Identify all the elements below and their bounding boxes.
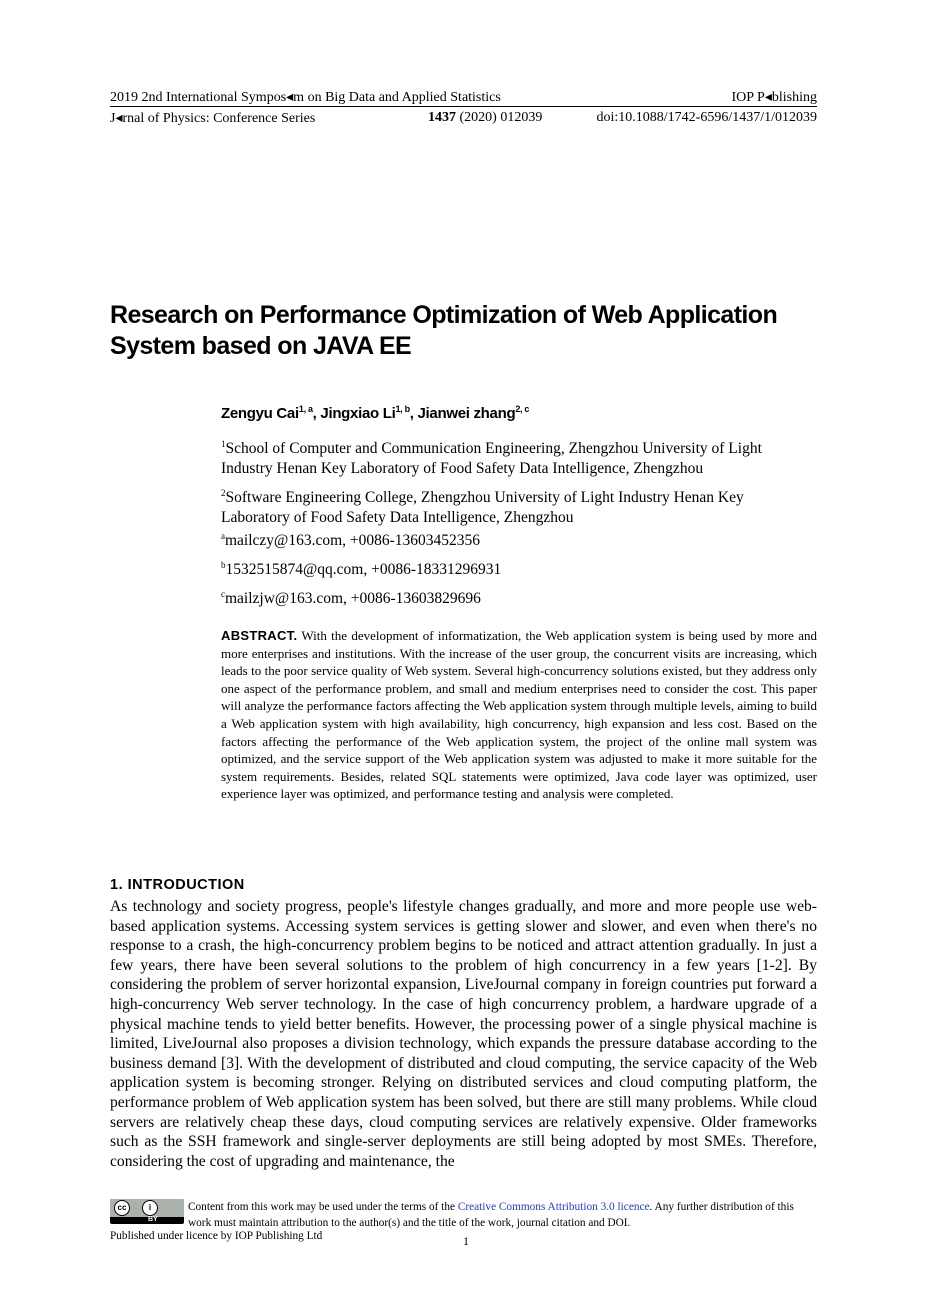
license-notice (188, 1199, 818, 1231)
header-rule (110, 106, 817, 107)
published-under-licence: Published under licence by IOP Publishing Ltd (110, 1230, 323, 1242)
license-link[interactable]: Creative Commons Attribution 3.0 licence (457, 1201, 650, 1213)
cc-by-license-badge[interactable] (110, 1199, 184, 1224)
affiliation-2-sup: 2 (221, 488, 226, 498)
author-2-sup: 1, b (395, 404, 410, 414)
affiliation-1 (221, 434, 821, 479)
title-line-1: Research on Performance Optimization of Web Application (110, 301, 778, 329)
contact-c-sup: c (221, 589, 225, 599)
affiliation-1-sup: 1 (221, 439, 226, 449)
author-2: , Jingxiao Li (312, 405, 396, 422)
affiliation-1-line-2: Industry Henan Key Laboratory of Food Safety Data Intelligence, Zhengzhou (221, 460, 704, 478)
affiliation-2-line-2: Laboratory of Food Safety Data Intelligence, Zhengzhou (221, 509, 574, 527)
contact-b-text: 1532515874@qq.com, +0086-18331296931 (225, 561, 502, 579)
license-text-pre: Content from this work may be used under the terms of the (188, 1201, 458, 1213)
introduction-text: As technology and society progress, people's lifestyle changes gradually, and more and more people use web-based application systems. Accessing system services is getting slower and slower, and even when there's no response to a crash, the high-concurrency problem begins to be noticed and attract attention gradually. In just a few years, there have been several solutions to the problem of high concurrency in a few years [1-2]. By considering the problem of server horizontal expansion, LiveJournal company in foreign countries put forward a high-concurrency Web server technology. In the case of high concurrency problem, a hardware upgrade of a physical machine tends to yield better benefits. However, the processing power of a single physical machine is limited, LiveJournal also proposes a division technology, which expands the pressure database according to the business demand [3]. With the development of distributed and cloud computing, the service capacity of the Web application system is becoming stronger. Relying on distributed services and cloud computing platform, the performance problem of Web application system has been solved, but there are still many problems. While cloud servers are relatively cheap these days, cloud computing services are relatively expensive. Older frameworks such as the SSH framework and single-server deployments are still being adopted by most SMEs. Therefore, considering the cost of upgrading and maintenance, the (110, 898, 817, 1170)
license-text-post: . Any further distribution of this work must maintain attribution to the author(s) and the title of the work, journal citation and DOI. (188, 1201, 794, 1229)
author-1: Zengyu Cai (221, 405, 299, 422)
affiliation-1-line-1: School of Computer and Communication Engineering, Zhengzhou University of Light (225, 440, 762, 458)
contact-c-text: mailzjw@163.com, +0086-13603829696 (225, 590, 481, 608)
paper-title (110, 300, 820, 362)
page-number: 1 (463, 1234, 469, 1248)
attribution-person-icon: i (142, 1200, 158, 1216)
contact-c (221, 589, 481, 608)
conference-name: 2019 2nd International Sympos◂m on Big Data and Applied Statistics (110, 90, 501, 105)
cc-icon: cc (114, 1200, 130, 1216)
cc-by-label: BY (148, 1216, 158, 1223)
doi-link[interactable]: doi:10.1088/1742-6596/1437/1/012039 (596, 110, 817, 125)
affiliation-2-line-1: Software Engineering College, Zhengzhou University of Light Industry Henan Key (225, 489, 744, 507)
volume-number: 1437 (428, 110, 456, 125)
contact-b-sup: b (221, 560, 226, 570)
author-3-sup: 2, c (515, 404, 530, 414)
contact-a-text: mailczy@163.com, +0086-13603452356 (225, 532, 481, 550)
journal-line (110, 110, 817, 128)
author-1-sup: 1, a (298, 404, 313, 414)
journal-name: J◂rnal of Physics: Conference Series (110, 111, 316, 126)
contact-a-sup: a (221, 531, 225, 541)
publisher-name: IOP P◂blishing (731, 90, 817, 105)
contact-a (221, 531, 480, 550)
year-article: (2020) 012039 (456, 110, 543, 125)
abstract-label: ABSTRACT. (221, 628, 298, 643)
running-header (110, 89, 817, 107)
volume-info (428, 110, 542, 126)
author-list (221, 404, 529, 422)
contact-b (221, 560, 501, 579)
title-line-2: System based on JAVA EE (110, 332, 412, 360)
author-3: , Jianwei zhang (409, 405, 516, 422)
abstract-text: With the development of informatization, the Web application system is being used by more and more enterprises and institutions. With the increase of the user group, the concurrent visits are increasing, which leads to the poor service quality of Web system. Several high-concurrency solutions existed, but they address only one aspect of the performance problem, and small and medium enterprises need to consider the cost. This paper will analyze the performance factors affecting the Web application system through multiple levels, aiming to build a Web application system with high availability, high concurrency, high expansion and less cost. Based on the factors affecting the performance of the Web application system, the project of the online mall system was optimized, and the service support of the Web application system was adjusted to make it more suitable for the system requirements. Besides, related SQL statements were optimized, Java code layer was optimized, user experience layer was optimized, and performance testing and analysis were completed. (221, 628, 817, 802)
abstract (221, 627, 817, 803)
section-heading-introduction: 1. INTRODUCTION (110, 877, 245, 893)
affiliation-2 (221, 483, 821, 528)
